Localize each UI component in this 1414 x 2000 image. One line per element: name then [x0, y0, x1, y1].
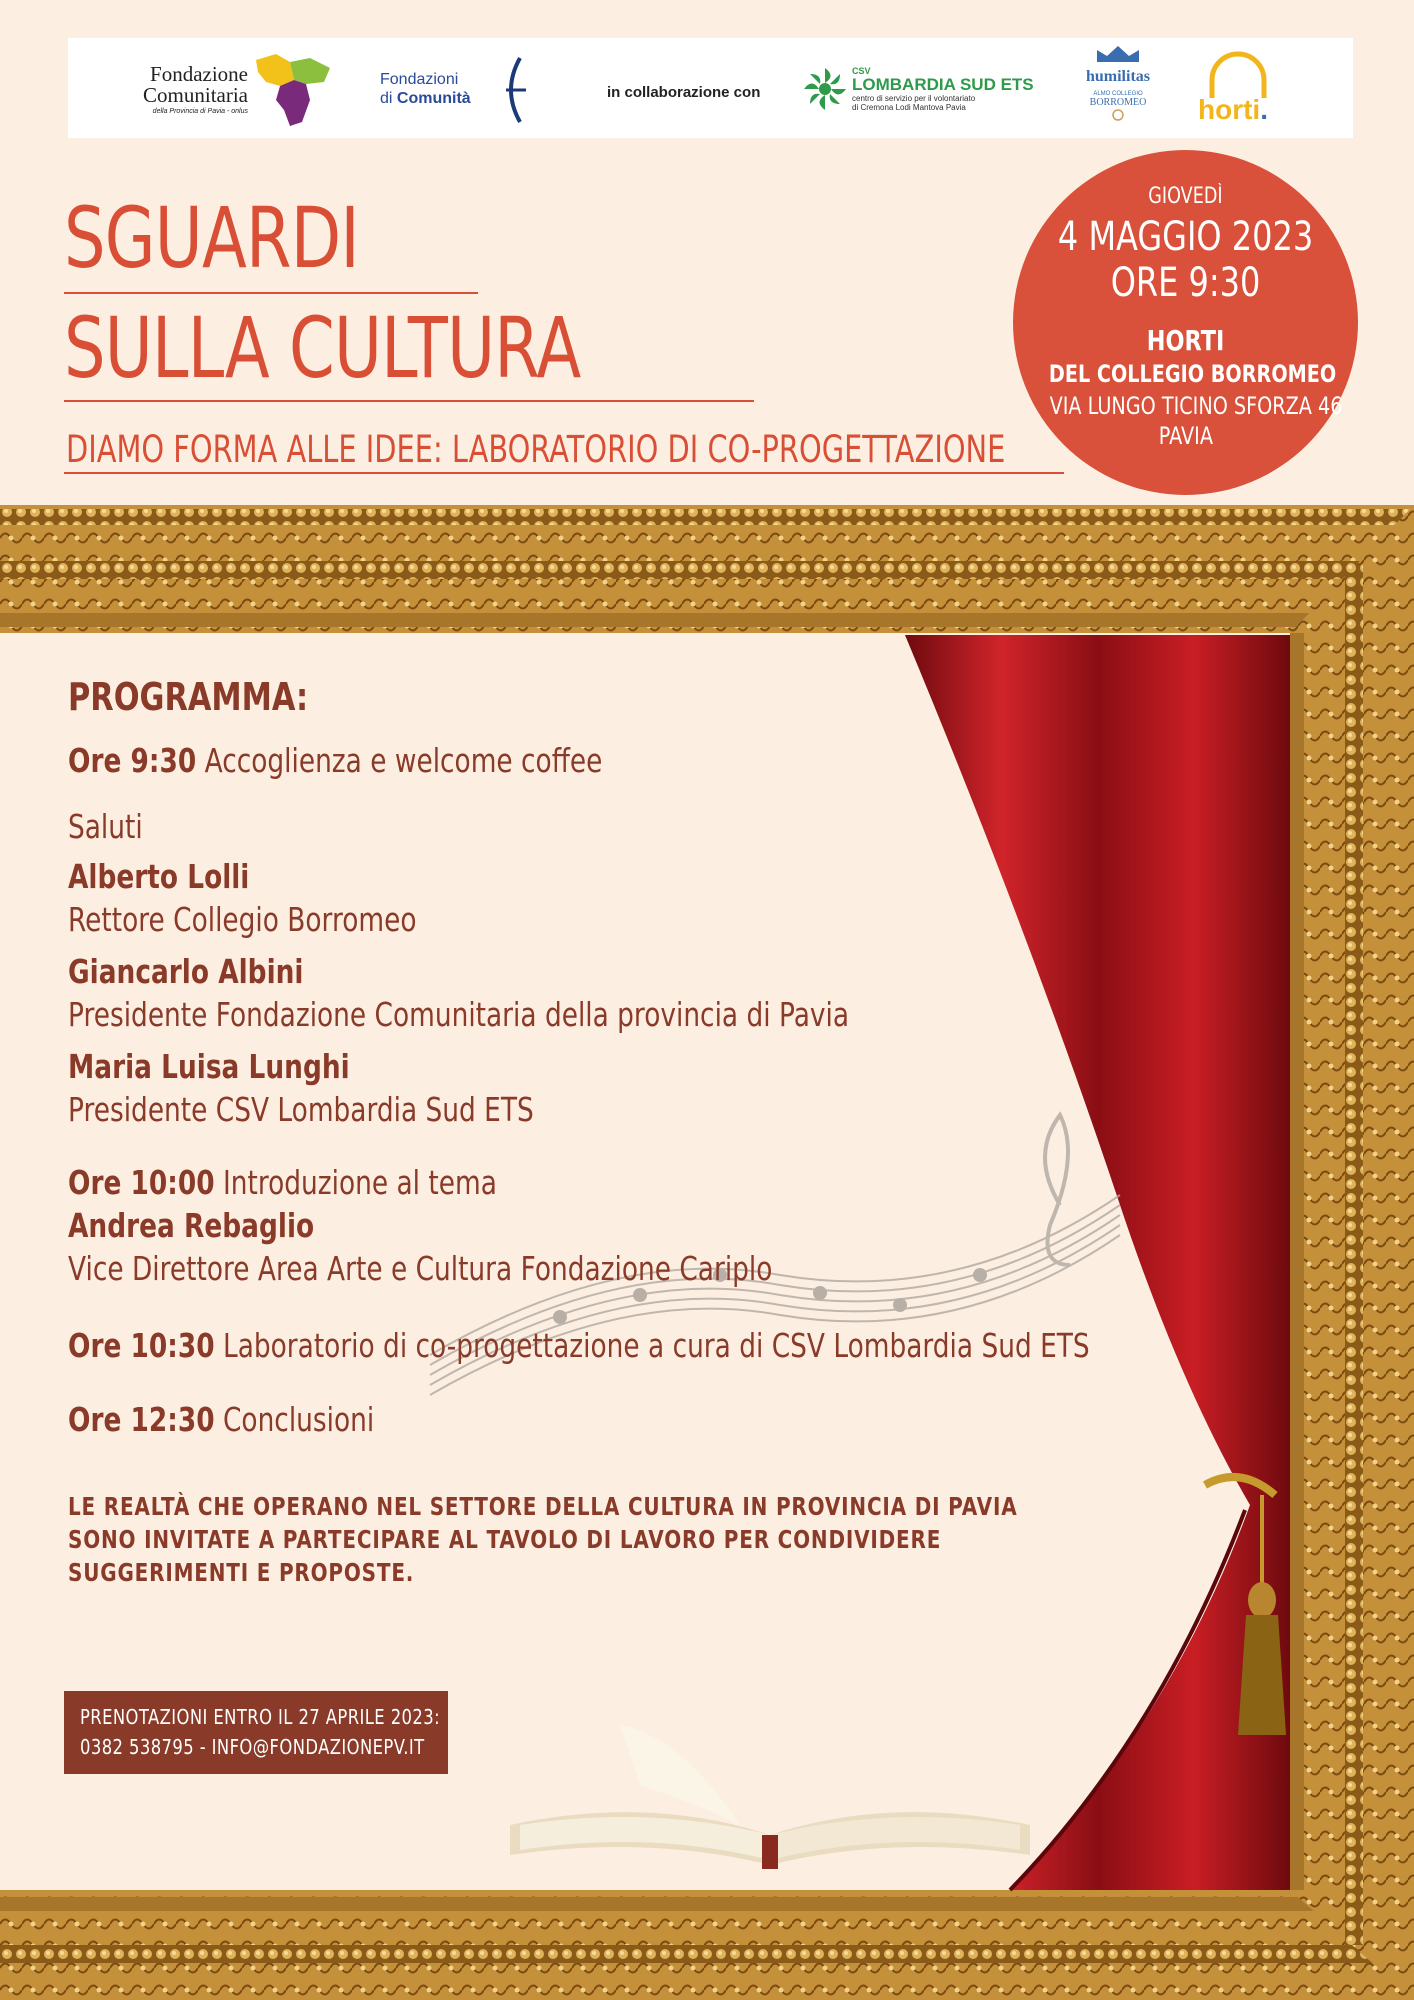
horti-arch-icon — [1206, 50, 1270, 100]
csv-sub2-label: di Cremona Lodi Mantova Pavia — [852, 103, 966, 112]
event-time: ORE 9:30 — [1110, 260, 1261, 306]
csv-sub1-label: centro di servizio per il volontariato — [852, 94, 976, 103]
horti-word: horti — [1198, 94, 1261, 125]
program-item-4 — [68, 1400, 374, 1439]
program-item-2 — [68, 1163, 497, 1202]
program-item-1-text: Accoglienza e welcome coffee — [196, 741, 603, 780]
program-item-3-text: Laboratorio di co-progettazione a cura di CSV Lombardia Sud ETS — [214, 1326, 1090, 1365]
event-venue-1: HORTI — [1146, 324, 1225, 357]
speaker-3-name: Maria Luisa Lunghi — [68, 1047, 350, 1086]
logo-fc-line3: della Provincia di Pavia - onlus — [152, 108, 248, 115]
event-address: VIA LUNGO TICINO SFORZA 46 — [1049, 392, 1343, 420]
humilitas-line1: ALMO COLLEGIO — [1093, 91, 1143, 97]
program-item-2-time: Ore 10:00 — [68, 1163, 215, 1202]
subtitle-underline — [64, 472, 1064, 474]
pavia-province-map-icon — [250, 52, 334, 128]
red-curtain — [905, 635, 1290, 1890]
subtitle: DIAMO FORMA ALLE IDEE: LABORATORIO DI CO-PROGETTAZIONE — [66, 428, 1006, 471]
program-heading: PROGRAMMA: — [68, 675, 309, 719]
invitation-text — [68, 1490, 1017, 1589]
program-item-3 — [68, 1326, 1090, 1365]
speaker-2-role: Presidente Fondazione Comunitaria della provincia di Pavia — [68, 995, 850, 1034]
invitation-line-2: SONO INVITATE A PARTECIPARE AL TAVOLO DI LAVORO PER CONDIVIDERE — [68, 1525, 942, 1554]
horti-logo — [1198, 50, 1288, 130]
csv-name-label: LOMBARDIA SUD ETS — [852, 75, 1034, 94]
csv-swirl-icon — [802, 66, 848, 112]
collaboration-label: in collaborazione con — [607, 84, 761, 101]
crest-small-icon — [1111, 109, 1125, 121]
title-underline-1 — [64, 292, 478, 294]
partner-logo-bar — [68, 38, 1353, 138]
invitation-line-3: SUGGERIMENTI E PROPOSTE. — [68, 1558, 415, 1587]
speaker-3-role: Presidente CSV Lombardia Sud ETS — [68, 1090, 534, 1129]
speaker-1-name: Alberto Lolli — [68, 857, 250, 896]
almo-collegio-borromeo-logo — [1076, 44, 1160, 134]
program-item-4-text: Conclusioni — [214, 1400, 375, 1439]
horti-dot: . — [1260, 94, 1268, 125]
logo-fdc-line1: Fondazioni — [380, 71, 459, 88]
title-line-2: SULLA CULTURA — [64, 299, 581, 397]
program-item-2-text: Introduzione al tema — [214, 1163, 497, 1202]
title-underline-2 — [64, 400, 754, 402]
event-day: GIOVEDÌ — [1148, 184, 1223, 209]
event-venue-2: DEL COLLEGIO BORROMEO — [1048, 360, 1337, 388]
fondazioni-di-comunita-logo — [380, 56, 530, 126]
booking-info-box — [64, 1691, 448, 1774]
speaker-2-name: Giancarlo Albini — [68, 952, 304, 991]
csv-lombardia-sud-logo — [802, 62, 1042, 122]
open-book-icon — [510, 1725, 1030, 1869]
booking-deadline: PRENOTAZIONI ENTRO IL 27 APRILE 2023: — [80, 1705, 441, 1729]
invitation-line-1: LE REALTÀ CHE OPERANO NEL SETTORE DELLA CULTURA IN PROVINCIA DI PAVIA — [68, 1492, 1018, 1521]
title-line-1: SGUARDI — [64, 189, 359, 287]
speaker-1-role: Rettore Collegio Borromeo — [68, 900, 417, 939]
speaker-4-name: Andrea Rebaglio — [68, 1206, 315, 1245]
humilitas-line2: BORROMEO — [1089, 97, 1147, 108]
humilitas-word: humilitas — [1085, 68, 1150, 85]
program-item-4-time: Ore 12:30 — [68, 1400, 215, 1439]
event-info-circle — [1013, 150, 1358, 495]
greetings-label: Saluti — [68, 807, 143, 846]
fondazione-comunitaria-logo — [124, 52, 334, 128]
logo-fc-line2: Comunitaria — [143, 83, 248, 107]
logo-fdc-line2b: Comunità — [396, 90, 471, 107]
logo-fdc-line2a: di — [380, 90, 397, 107]
fondazioni-comunita-mark-icon — [498, 56, 528, 124]
speaker-4-role: Vice Direttore Area Arte e Cultura Fondazione Cariplo — [68, 1249, 773, 1288]
logo-fc-line1: Fondazione — [150, 62, 248, 86]
program-item-1-time: Ore 9:30 — [68, 741, 197, 780]
booking-contacts: 0382 538795 - INFO@FONDAZIONEPV.IT — [80, 1735, 425, 1759]
event-city: PAVIA — [1158, 422, 1213, 450]
program-item-1 — [68, 741, 602, 780]
crown-icon — [1093, 44, 1143, 64]
csv-small-label: CSV — [852, 66, 871, 76]
event-date: 4 MAGGIO 2023 — [1057, 214, 1314, 260]
program-item-3-time: Ore 10:30 — [68, 1326, 215, 1365]
